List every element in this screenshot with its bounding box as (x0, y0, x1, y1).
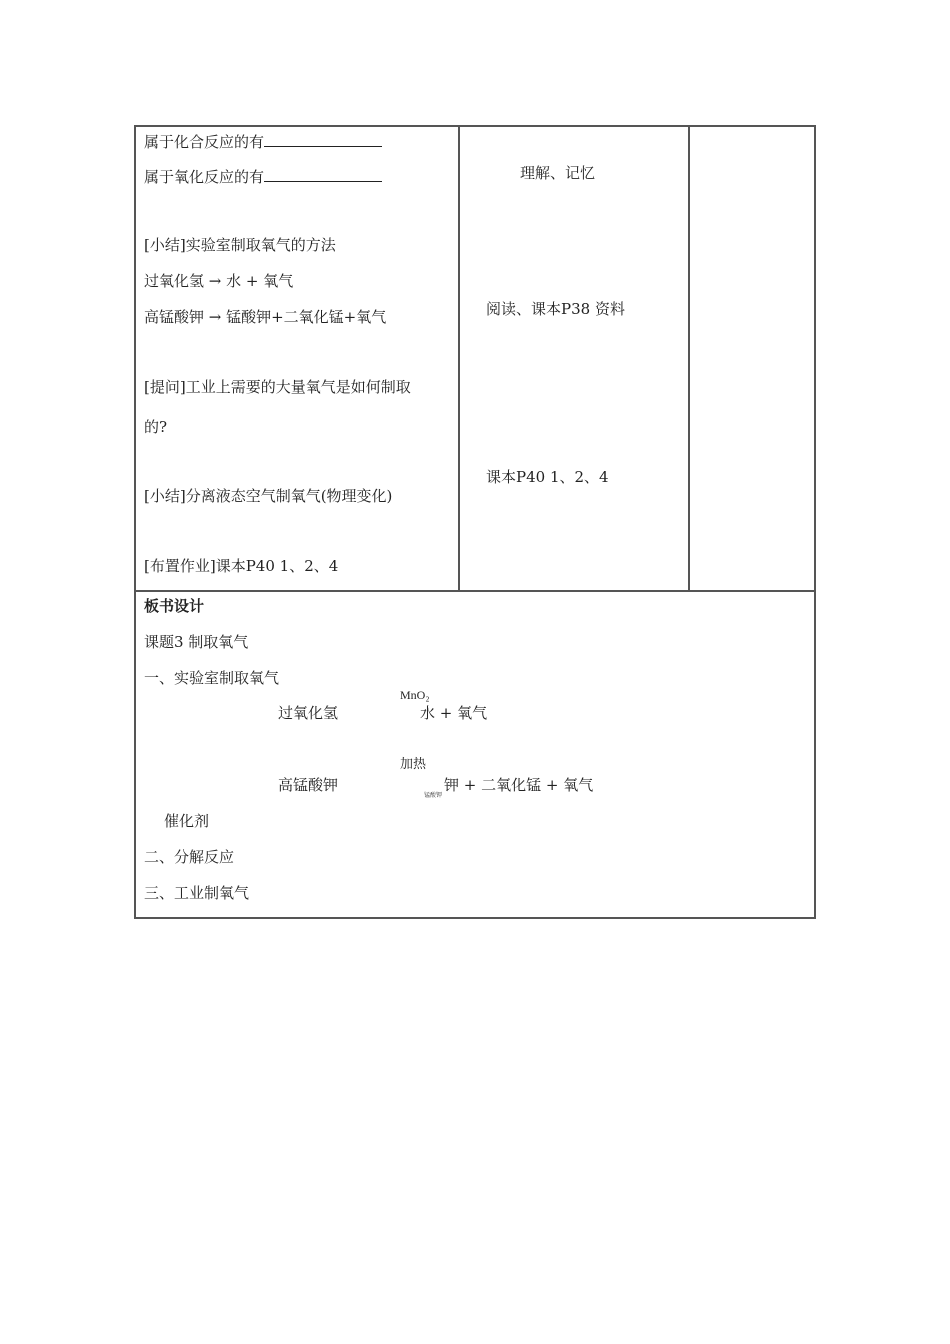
col-divider-1 (458, 125, 460, 592)
student-activity-3: 课本P40 1、2、4 (486, 468, 609, 486)
answer-blank[interactable] (264, 132, 382, 147)
combination-reaction-line: 属于化合反应的有 (144, 132, 382, 151)
catalyst-mno2: MnO₂ (400, 688, 430, 702)
products-water-oxygen: 水 + 氧气 (420, 704, 488, 722)
catalyst-label: 催化剂 (164, 812, 210, 830)
summary-industrial: [小结]分离液态空气制氧气(物理变化) (144, 487, 393, 505)
answer-blank[interactable] (264, 167, 382, 182)
table-right-border (814, 125, 816, 919)
col-divider-2 (688, 125, 690, 592)
board-topic: 课题3 制取氧气 (144, 633, 249, 651)
question-line-2: 的? (144, 418, 168, 436)
student-activity-2: 阅读、课本P38 资料 (486, 300, 625, 318)
board-section-3: 三、工业制氧气 (144, 884, 250, 902)
table-bottom-border (134, 917, 816, 919)
oxidation-reaction-line: 属于氧化反应的有 (144, 167, 382, 186)
student-activity-1: 理解、记忆 (520, 164, 596, 182)
row-divider (134, 590, 816, 592)
products-manganate-dioxide-oxygen: 钾 + 二氧化锰 + 氧气 (444, 776, 594, 794)
question-line-1: [提问]工业上需要的大量氧气是如何制取 (144, 378, 411, 396)
equation-potassium-permanganate: 高锰酸钾 → 锰酸钾+二氧化锰+氧气 (144, 308, 387, 326)
condition-heat: 加热 (400, 757, 427, 772)
board-section-1: 一、实验室制取氧气 (144, 669, 280, 687)
reactant-hydrogen-peroxide: 过氧化氢 (278, 704, 339, 722)
board-heading: 板书设计 (144, 597, 205, 615)
table-left-border (134, 125, 136, 919)
homework-assignment: [布置作业]课本P40 1、2、4 (144, 557, 339, 575)
board-section-2: 二、分解反应 (144, 848, 235, 866)
overlap-small-text: 锰酸钾 (424, 793, 443, 799)
summary-lab-methods: [小结]实验室制取氧气的方法 (144, 236, 336, 254)
reactant-potassium-permanganate: 高锰酸钾 (278, 776, 339, 794)
equation-hydrogen-peroxide: 过氧化氢 → 水 + 氧气 (144, 272, 294, 290)
table-top-border (134, 125, 816, 127)
